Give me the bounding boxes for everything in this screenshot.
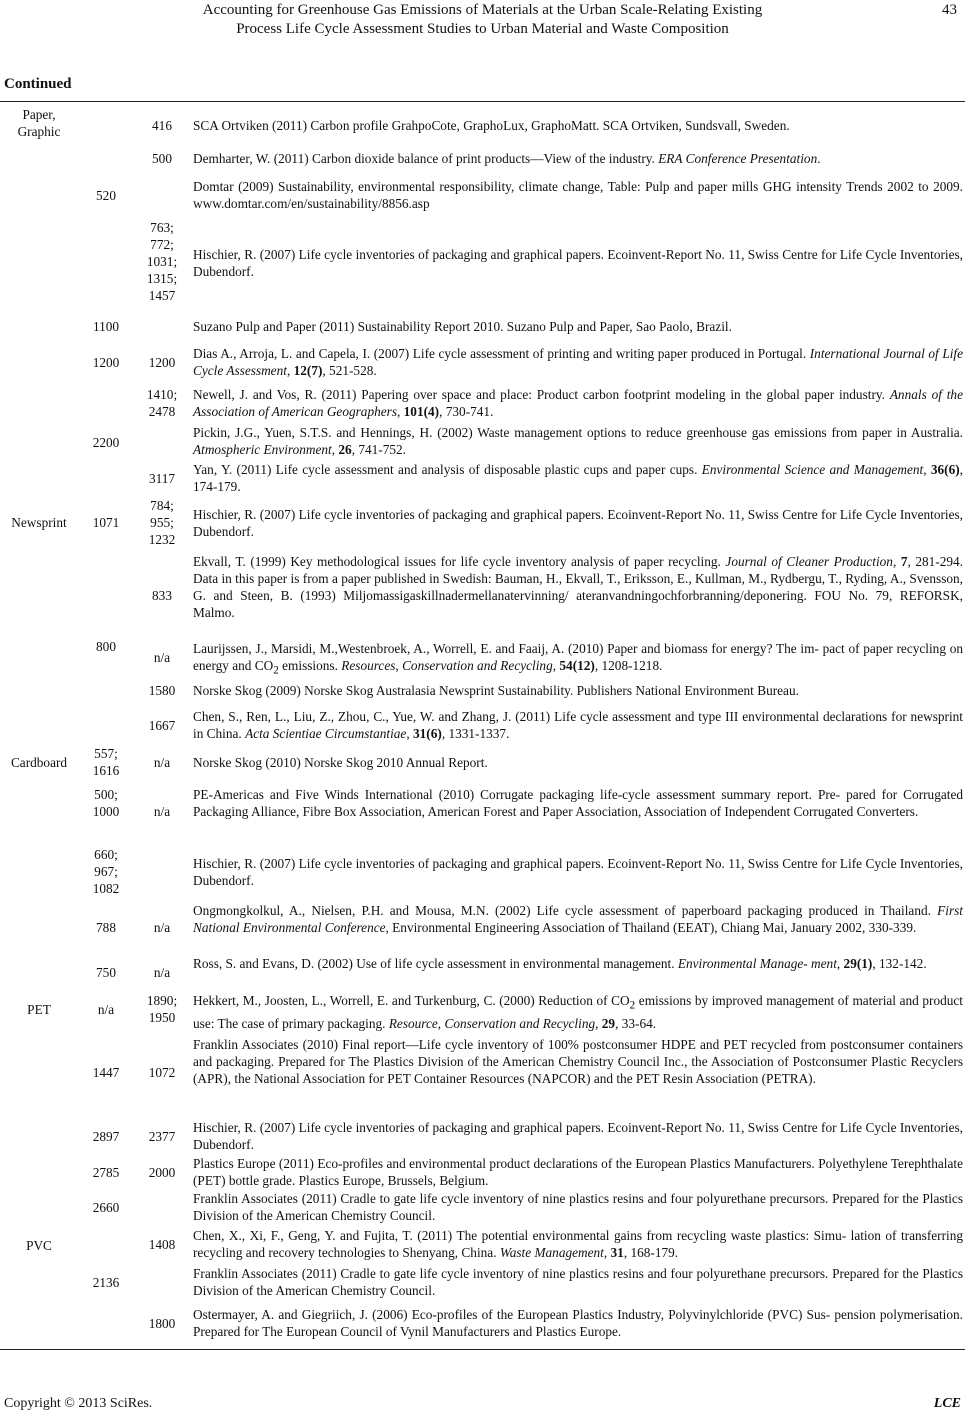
table-bottom-rule: [0, 1349, 965, 1350]
col3-value: 1408: [148, 1237, 176, 1252]
col2-value: 2785: [92, 1165, 120, 1180]
col3-value: 1200: [148, 355, 176, 370]
col3-value: 1580: [148, 683, 176, 698]
col3-value: 1410; 2478: [146, 387, 178, 419]
material-newsprint: Newsprint: [11, 515, 67, 530]
reference: SCA Ortviken (2011) Carbon profile GrahpoCote, GraphoLux, GraphoMatt. SCA Ortviken, Sundsvall, Sweden.: [193, 118, 790, 133]
col2-value: 1447: [92, 1065, 120, 1080]
reference: Norske Skog (2010) Norske Skog 2010 Annual Report.: [193, 755, 488, 770]
col2-value: 500; 1000: [92, 787, 120, 819]
reference: Pickin, J.G., Yuen, S.T.S. and Hennings, H. (2002) Waste management options to reduce greenhouse gas emissions from paper in Australia. Atmospheric Environment, 26, 741-752.: [193, 425, 963, 457]
reference: Hischier, R. (2007) Life cycle inventories of packaging and graphical papers. Ecoinvent-Report No. 11, Swiss Centre for Life Cycle Inventories, Dubendorf.: [193, 856, 963, 888]
col3-value: n/a: [153, 650, 171, 665]
reference: Franklin Associates (2011) Cradle to gate life cycle inventory of nine plastics resins and four polyurethane precursors. Prepared for the Plastics Division of the American Chemistry Council.: [193, 1191, 963, 1223]
reference: Newell, J. and Vos, R. (2011) Papering over space and place: Product carbon footprint modeling in the global paper industry. Annals of the Association of American Geographers, 101(4), 730-741.: [193, 387, 963, 419]
continued-label: Continued: [4, 76, 72, 92]
col3-value: n/a: [153, 920, 171, 935]
col3-value: 1800: [148, 1316, 176, 1331]
col3-value: 763; 772; 1031; 1315; 1457: [146, 220, 178, 303]
col3-value: 1890; 1950: [146, 993, 178, 1025]
col2-value: 788: [96, 920, 116, 935]
col3-value: 2000: [148, 1165, 176, 1180]
reference: Suzano Pulp and Paper (2011) Sustainability Report 2010. Suzano Pulp and Paper, Sao Paolo, Brazil.: [193, 319, 732, 334]
reference: Domtar (2009) Sustainability, environmental responsibility, climate change, Table: Pulp and paper mills GHG intensity Trends 2002 to 2009. www.domtar.com/en/sustainability/8856.asp: [193, 179, 963, 211]
col2-value: 2897: [92, 1129, 120, 1144]
reference: Norske Skog (2009) Norske Skog Australasia Newsprint Sustainability. Publishers National Environment Bureau.: [193, 683, 799, 698]
reference: Chen, S., Ren, L., Liu, Z., Zhou, C., Yue, W. and Zhang, J. (2011) Life cycle assessment and type III environmental declarations for newsprint in China. Acta Scientiae Circumstantiae, 31(6), 1331-1337.: [193, 709, 963, 741]
running-header: [0, 0, 965, 39]
header-line-1: Accounting for Greenhouse Gas Emissions of Materials at the Urban Scale-Relating Existing: [202, 2, 763, 18]
col2-value: 1200: [92, 355, 120, 370]
reference: Hekkert, M., Joosten, L., Worrell, E. and Turkenburg, C. (2000) Reduction of $CO_2$ emissions by improved management of material and product use: The case of primary packaging. Resource, Conservation and Recycling, 29, 33-64.: [193, 993, 963, 1031]
reference: Yan, Y. (2011) Life cycle assessment and analysis of disposable plastic cups and paper cups. Environmental Science and Management, 36(6), 174-179.: [193, 462, 963, 494]
col3-value: 3117: [148, 471, 176, 486]
reference: Plastics Europe (2011) Eco-profiles and environmental product declarations of the European Plastics Manufacturers. Polyethylene Terephthalate (PET) bottle grade. Plastics Europe, Brussels, Belgium.: [193, 1156, 963, 1188]
reference: Franklin Associates (2010) Final report—Life cycle inventory of 100% postconsumer HDPE and PET recycled from postconsumer containers and packaging. Prepared for The Plastics Division of the American Chemistry Council Inc., the Association of Postconsumer Plastic Recyclers (APR), the National Association for PET Container Resources (NAPCOR) and the PET Resin Association (PETRA).: [193, 1037, 963, 1086]
material-cardboard: Cardboard: [10, 755, 68, 770]
reference: Demharter, W. (2011) Carbon dioxide balance of print products—View of the industry. ERA Conference Presentation.: [193, 151, 821, 166]
col3-value: 500: [152, 151, 172, 166]
reference: Ross, S. and Evans, D. (2002) Use of life cycle assessment in environmental management. Environmental Manage- ment, 29(1), 132-142.: [193, 956, 927, 971]
reference: Ekvall, T. (1999) Key methodological issues for life cycle inventory analysis of paper recycling. Journal of Cleaner Production, 7, 281-294. Data in this paper is from a paper published in Swedish: Bauman, H., Ekvall, T., Eriksson, E., Kullman, M., Rydbergu, T., Ryding, A., Svensson, G. and Steen, B. (1993) Miljomassigaskillnadermellanatervinning/ ateranvandningochforbranning/deponering. FOU No. 79, REFORSK, Malmo.: [193, 554, 963, 620]
reference: Dias A., Arroja, L. and Capela, I. (2007) Life cycle assessment of printing and writing paper produced in Portugal. International Journal of Life Cycle Assessment, 12(7), 521-528.: [193, 346, 963, 378]
col2-value: 750: [96, 965, 116, 980]
col2-value: 2136: [92, 1275, 120, 1290]
col2-value: n/a: [97, 1002, 115, 1017]
col3-value: 1072: [148, 1065, 176, 1080]
table-top-rule: [0, 101, 965, 102]
col2-value: 800: [96, 639, 116, 654]
material-paper-graphic: Paper, Graphic: [17, 107, 61, 139]
material-pet: PET: [27, 1002, 51, 1017]
reference: Chen, X., Xi, F., Geng, Y. and Fujita, T. (2011) The potential environmental gains from recycling waste plastics: Simu- lation of transferring recycling and recovery technologies to Shenyang, China. Waste Management, 31, 168-179.: [193, 1228, 963, 1260]
reference: Laurijssen, J., Marsidi, M.,Westenbroek, A., Worrell, E. and Faaij, A. (2010) Paper and biomass for energy? The im- pact of paper recycling on energy and $CO_2$ emissions. Resources, Conservation and Recycling, 54(12), 1208-1218.: [193, 641, 963, 677]
reference: Ongmongkolkul, A., Nielsen, P.H. and Mousa, M.N. (2002) Life cycle assessment of paperboard packaging produced in Thailand. First National Environmental Conference, Environmental Engineering Association of Thailand (EEAT), Chiang Mai, January 2002, 330-339.: [193, 903, 963, 935]
reference: Hischier, R. (2007) Life cycle inventories of packaging and graphical papers. Ecoinvent-Report No. 11, Swiss Centre for Life Cycle Inventories, Dubendorf.: [193, 507, 963, 539]
col3-value: 833: [152, 588, 172, 603]
reference: Hischier, R. (2007) Life cycle inventories of packaging and graphical papers. Ecoinvent-Report No. 11, Swiss Centre for Life Cycle Inventories, Dubendorf.: [193, 247, 963, 279]
reference: Franklin Associates (2011) Cradle to gate life cycle inventory of nine plastics resins and four polyurethane precursors. Prepared for the Plastics Division of the American Chemistry Council.: [193, 1266, 963, 1298]
col2-value: 1100: [92, 319, 120, 334]
col2-value: 660; 967; 1082: [92, 847, 120, 896]
reference: PE-Americas and Five Winds International (2010) Corrugate packaging life-cycle assessment summary report. Pre- pared for Corrugated Packaging Alliance, Fibre Box Association, American Forest and Paper Association, Association of Independent Corrugated Converters.: [193, 787, 963, 819]
page-number: 43: [942, 2, 957, 18]
col2-value: 557; 1616: [92, 746, 120, 778]
col3-value: 784; 955; 1232: [148, 498, 176, 547]
reference: Hischier, R. (2007) Life cycle inventories of packaging and graphical papers. Ecoinvent-Report No. 11, Swiss Centre for Life Cycle Inventories, Dubendorf.: [193, 1120, 963, 1152]
footer-journal: LCE: [933, 1396, 961, 1411]
col2-value: 2660: [92, 1200, 120, 1215]
col3-value: n/a: [153, 755, 171, 770]
col3-value: n/a: [153, 804, 171, 819]
col2-value: 2200: [92, 435, 120, 450]
footer-copyright: Copyright © 2013 SciRes.: [4, 1396, 153, 1411]
reference: Ostermayer, A. and Giegriich, J. (2006) Eco-profiles of the European Plastics Industry, Polyvinylchloride (PVC) Sus- pension polymerisation. Prepared for The European Council of Vynil Manufacturers and Plastics Europe.: [193, 1307, 963, 1339]
col3-value: 2377: [148, 1129, 176, 1144]
col3-value: n/a: [153, 965, 171, 980]
col2-value: 1071: [92, 515, 120, 530]
material-pvc: PVC: [26, 1238, 52, 1253]
col2-value: 520: [96, 188, 116, 203]
header-line-2: Process Life Cycle Assessment Studies to Urban Material and Waste Composition: [236, 21, 729, 37]
col3-value: 1667: [148, 718, 176, 733]
col3-value: 416: [152, 118, 172, 133]
